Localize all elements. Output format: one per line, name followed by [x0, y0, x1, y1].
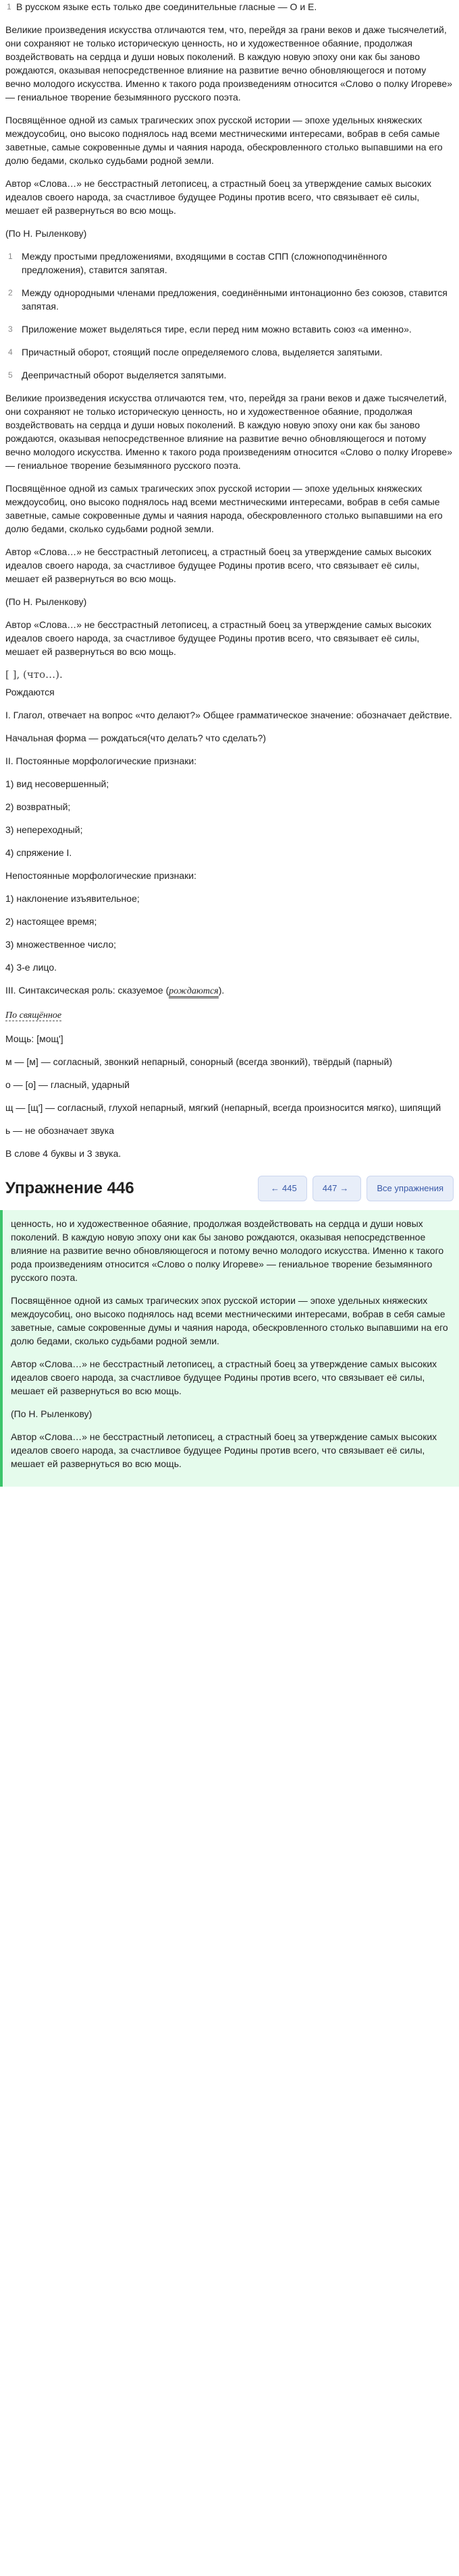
rule-item [5, 345, 454, 359]
rule-number: 3 [8, 324, 13, 334]
rule-text: В русском языке есть только две соединительные гласные — О и Е. [16, 1, 317, 12]
all-exercises-button[interactable]: Все упражнения [367, 1176, 454, 1201]
exercise-nav [5, 1174, 454, 1203]
rule-item [5, 286, 454, 313]
rule-item [5, 368, 454, 382]
paragraph: Автор «Слова…» не бесстрастный летописец, а страстный боец за утверждение самых высоких идеалов своего народа, за счастливое будущее Родины против всего, что связывает её силы, мешает ей развернуться во всю мощь. [5, 178, 432, 216]
next-exercise-button[interactable] [313, 1176, 362, 1201]
paragraph: Посвящённое одной из самых трагических эпох русской истории — эпохе удельных княжеских междоусобиц, оно высоко поднялось над всеми местническими интересами, вобрав в себя самые заветные, самые сокровенные думы и чаяния народа, обескровленного столько выпавшими на его долю бедами, сколько судьбами родной земли. [11, 1295, 448, 1346]
paragraph: Великие произведения искусства отличаются тем, что, перейдя за грани веков и даже тысячелетий, они сохраняют не только историческую ценность, но и художественное обаяние, продолжая воздействовать на сердца и души новых поколений. В каждую новую эпоху они как бы заново рождаются, оказывая непосредственное влияние на развитие вечно обновляющегося и потому вечно молодого искусства. Именно к такого рода произведениям относится «Слово о полку Игореве» — гениальное творение безымянного русского поэта. [5, 24, 452, 103]
analysis-line: 2) настоящее время; [5, 916, 97, 927]
phonetic-total: В слове 4 буквы и 3 звука. [5, 1148, 122, 1159]
paragraph: Великие произведения искусства отличаются тем, что, перейдя за грани веков и даже тысячелетий, они сохраняют не только историческую ценность, но и художественное обаяние, продолжая воздействовать на сердца и души новых поколений. В каждую новую эпоху они как бы заново рождаются, оказывая непосредственное влияние на развитие вечно обновляющегося и потому вечно молодого искусства. Именно к такого рода произведениям относится «Слово о полку Игореве» — гениальное творение безымянного русского поэта. [5, 393, 452, 471]
prev-exercise-label: 445 [281, 1183, 297, 1193]
author-credit: (По Н. Рыленкову) [11, 1408, 92, 1419]
phonetic-line: щ — [щ'] — согласный, глухой непарный, мягкий (непарный, всегда произносится мягко), шипящий [5, 1102, 441, 1113]
paragraph: Автор «Слова…» не бесстрастный летописец, а страстный боец за утверждение самых высоких идеалов своего народа, за счастливое будущее Родины против всего, что связывает её силы, мешает ей развернуться во всю мощь. [11, 1431, 437, 1469]
paragraph: Автор «Слова…» не бесстрастный летописец, а страстный боец за утверждение самых высоких идеалов своего народа, за счастливое будущее Родины против всего, что связывает её силы, мешает ей развернуться во всю мощь. [11, 1358, 437, 1396]
analysis-line: 4) спряжение I. [5, 847, 72, 858]
analysis-line: 3) множественное число; [5, 939, 116, 950]
paragraph: Автор «Слова…» не бесстрастный летописец, а страстный боец за утверждение самых высоких идеалов своего народа, за счастливое будущее Родины против всего, что связывает её силы, мешает ей развернуться во всю мощь. [5, 619, 432, 657]
accent-word: По свящённое [5, 1010, 62, 1021]
paragraph: Посвящённое одной из самых трагических эпох русской истории — эпохе удельных княжеских междоусобиц, оно высоко поднялось над всеми местническими интересами, вобрав в себя самые заветные, самые сокровенные думы и чаяния народа, обескровленного столько выпавшими на его долю бедами, сколько судьбами родной земли. [5, 115, 443, 166]
predicate-word: рождаются [169, 986, 218, 998]
analysis-line: 1) вид несовершенный; [5, 778, 109, 789]
syntactic-role [5, 983, 454, 998]
analysis-line: 2) возвратный; [5, 801, 71, 812]
syntactic-role-text: III. Синтаксическая роль: сказуемое ( [5, 985, 169, 996]
author-credit: (По Н. Рыленкову) [5, 596, 87, 607]
sentence-scheme: [ ], (что…). [5, 668, 63, 681]
paragraph: ценность, но и художественное обаяние, продолжая воздействовать на сердца и души новых поколений. В каждую новую эпоху они как бы заново рождаются, оказывая непосредственное влияние на развитие вечно обновляющегося и потому вечно молодого искусства. Именно к такого рода произведениям относится «Слово о полку Игореве» — гениальное творение безымянного русского поэта. [11, 1218, 444, 1283]
analysis-heading: I. Глагол, отвечает на вопрос «что делают?» Общее грамматическое значение: обозначает действие. [5, 710, 452, 720]
phonetic-line: ь — не обозначает звука [5, 1125, 115, 1136]
nav-buttons [258, 1176, 454, 1201]
analysis-line: 3) непереходный; [5, 824, 83, 835]
exercise-title: Упражнение 446 [5, 1179, 134, 1197]
analysis-heading: Непостоянные морфологические признаки: [5, 870, 196, 881]
rule-number: 2 [8, 288, 13, 297]
analysis-line: Начальная форма — рождаться(что делать? что сделать?) [5, 733, 267, 743]
accent-word-line [5, 1008, 454, 1023]
analysis-line: 4) 3-е лицо. [5, 962, 57, 973]
paragraph: Посвящённое одной из самых трагических эпох русской истории — эпохе удельных княжеских междоусобиц, оно высоко поднялось над всеми местническими интересами, вобрав в себя самые заветные, самые сокровенные думы и чаяния народа, обескровленного столько выпавшими на его долю бедами, сколько судьбами родной земли. [5, 483, 443, 534]
syntactic-role-end: ). [218, 985, 225, 996]
rule-text: Приложение может выделяться тире, если перед ним можно вставить союз «а именно». [22, 324, 412, 335]
rule-item [5, 0, 454, 13]
rule-number: 1 [7, 2, 11, 11]
phonetic-title: Мощь: [мощ'] [5, 1033, 63, 1044]
rule-text: Между однородными членами предложения, соединёнными интонационно без союзов, ставится запятая. [22, 287, 448, 312]
next-exercise-label: 447 [322, 1183, 338, 1193]
prev-exercise-button[interactable] [258, 1176, 307, 1201]
rule-number: 1 [8, 252, 13, 261]
arrow-right-icon: → [340, 1183, 349, 1193]
analysis-line: 1) наклонение изъявительное; [5, 893, 140, 904]
rule-number: 5 [8, 370, 13, 380]
rule-text: Деепричастный оборот выделяется запятыми. [22, 370, 227, 380]
phonetic-line: о — [о] — гласный, ударный [5, 1079, 130, 1090]
arrow-left-icon: ← [270, 1183, 279, 1193]
phonetic-line: м — [м] — согласный, звонкий непарный, сонорный (всегда звонкий), твёрдый (парный) [5, 1056, 392, 1067]
answer-block [0, 1210, 459, 1487]
author-credit: (По Н. Рыленкову) [5, 228, 87, 239]
analyzed-word: Рождаются [5, 687, 55, 697]
analysis-heading: II. Постоянные морфологические признаки: [5, 755, 197, 766]
rule-item [5, 322, 454, 336]
rule-number: 4 [8, 347, 13, 357]
rule-item [5, 250, 454, 277]
rule-text: Между простыми предложениями, входящими в состав СПП (сложноподчинённого предложения), ставится запятая. [22, 251, 387, 275]
rule-text: Причастный оборот, стоящий после определяемого слова, выделяется запятыми. [22, 347, 383, 357]
paragraph: Автор «Слова…» не бесстрастный летописец, а страстный боец за утверждение самых высоких идеалов своего народа, за счастливое будущее Родины против всего, что связывает её силы, мешает ей развернуться во всю мощь. [5, 546, 432, 584]
